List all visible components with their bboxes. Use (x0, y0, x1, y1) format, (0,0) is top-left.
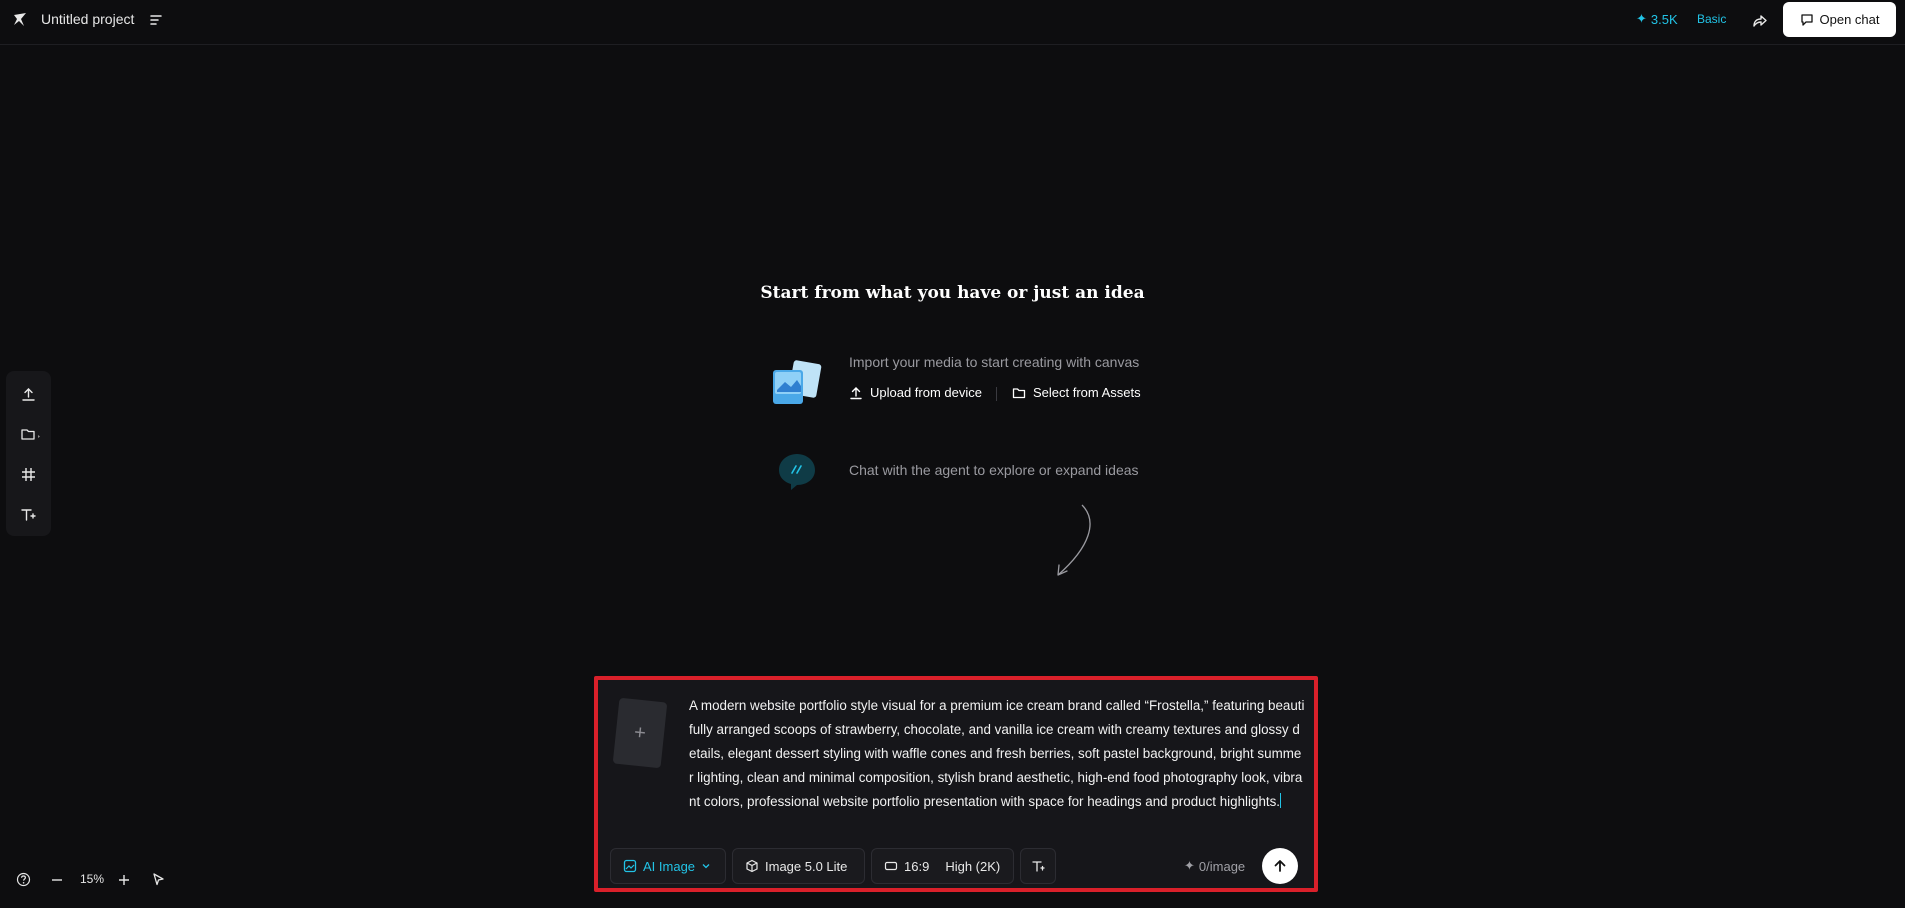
cube-icon (745, 859, 759, 873)
text-style-button[interactable] (1020, 848, 1056, 884)
help-icon[interactable] (16, 872, 31, 887)
credits-value: 3.5K (1650, 11, 1678, 27)
zoom-in-icon[interactable] (117, 873, 131, 887)
upload-from-device-link[interactable] (849, 385, 982, 400)
chat-agent-text: Chat with the agent to explore or expand ideas (849, 462, 1139, 478)
media-thumbnail-icon (771, 360, 823, 408)
agent-chat-icon (777, 452, 817, 492)
curved-arrow-icon (1050, 503, 1095, 578)
folder-icon[interactable] (20, 426, 37, 443)
upload-icon[interactable] (20, 386, 37, 403)
share-icon[interactable] (1751, 12, 1768, 29)
plan-badge[interactable]: Basic (1697, 12, 1727, 26)
cost-label: 0/image (1198, 858, 1246, 874)
logo-icon[interactable] (12, 12, 28, 28)
ai-image-icon (623, 859, 637, 873)
folder-icon (1012, 386, 1026, 400)
ratio-quality-selector[interactable] (871, 848, 1014, 884)
import-text: Import your media to start creating with canvas (849, 354, 1140, 370)
divider (996, 387, 997, 401)
prompt-text: A modern website portfolio style visual for a premium ice cream brand called “Frostella,” featuring beautifully arranged scoops of strawberry, chocolate, and vanilla ice cream with creamy textures and glossy details, elegant dessert styling with waffle cones and fresh berries, soft pastel background, bright summer lighting, clean and minimal composition, stylish brand aesthetic, high-end food photography look, vibrant colors, professional website portfolio presentation with space for headings and product highlights. (689, 698, 1305, 809)
sparkle-icon: ✦ (1636, 11, 1647, 26)
model-selector[interactable] (732, 848, 865, 884)
pointer-icon[interactable] (151, 872, 166, 887)
chevron-down-icon (701, 861, 711, 871)
mode-selector[interactable] (610, 848, 726, 884)
text-caret (1280, 793, 1281, 808)
model-label: Image 5.0 Lite (765, 858, 848, 874)
select-from-assets-link[interactable] (1012, 385, 1141, 400)
assets-label: Select from Assets (1033, 385, 1141, 400)
upload-icon (849, 386, 863, 400)
project-title[interactable]: Untitled project (41, 11, 135, 27)
zoom-level[interactable]: 15% (80, 872, 105, 886)
text-icon (1031, 859, 1046, 874)
open-chat-button[interactable] (1783, 2, 1896, 37)
prompt-input[interactable] (689, 694, 1305, 814)
ratio-label: 16:9 (904, 858, 930, 874)
plus-icon: + (633, 720, 648, 745)
welcome-title: Start from what you have or just an idea (760, 283, 1145, 303)
frame-icon[interactable] (20, 466, 37, 483)
left-toolbar (6, 371, 51, 536)
open-chat-label: Open chat (1819, 12, 1880, 27)
zoom-out-icon[interactable] (50, 873, 64, 887)
top-bar (0, 0, 1905, 45)
prompt-composer (594, 676, 1318, 892)
cost-indicator (1184, 858, 1245, 874)
send-button[interactable] (1262, 848, 1298, 884)
chat-icon (1800, 13, 1814, 27)
upload-label: Upload from device (870, 385, 982, 400)
credits-badge[interactable] (1636, 11, 1678, 27)
menu-icon[interactable] (148, 12, 164, 28)
add-reference-button[interactable] (613, 698, 668, 769)
aspect-ratio-icon (884, 859, 898, 873)
sparkle-icon: ✦ (1184, 858, 1195, 873)
arrow-up-icon (1272, 858, 1288, 874)
quality-label: High (2K) (945, 858, 1001, 874)
text-icon[interactable] (20, 506, 37, 523)
mode-label: AI Image (643, 858, 696, 874)
